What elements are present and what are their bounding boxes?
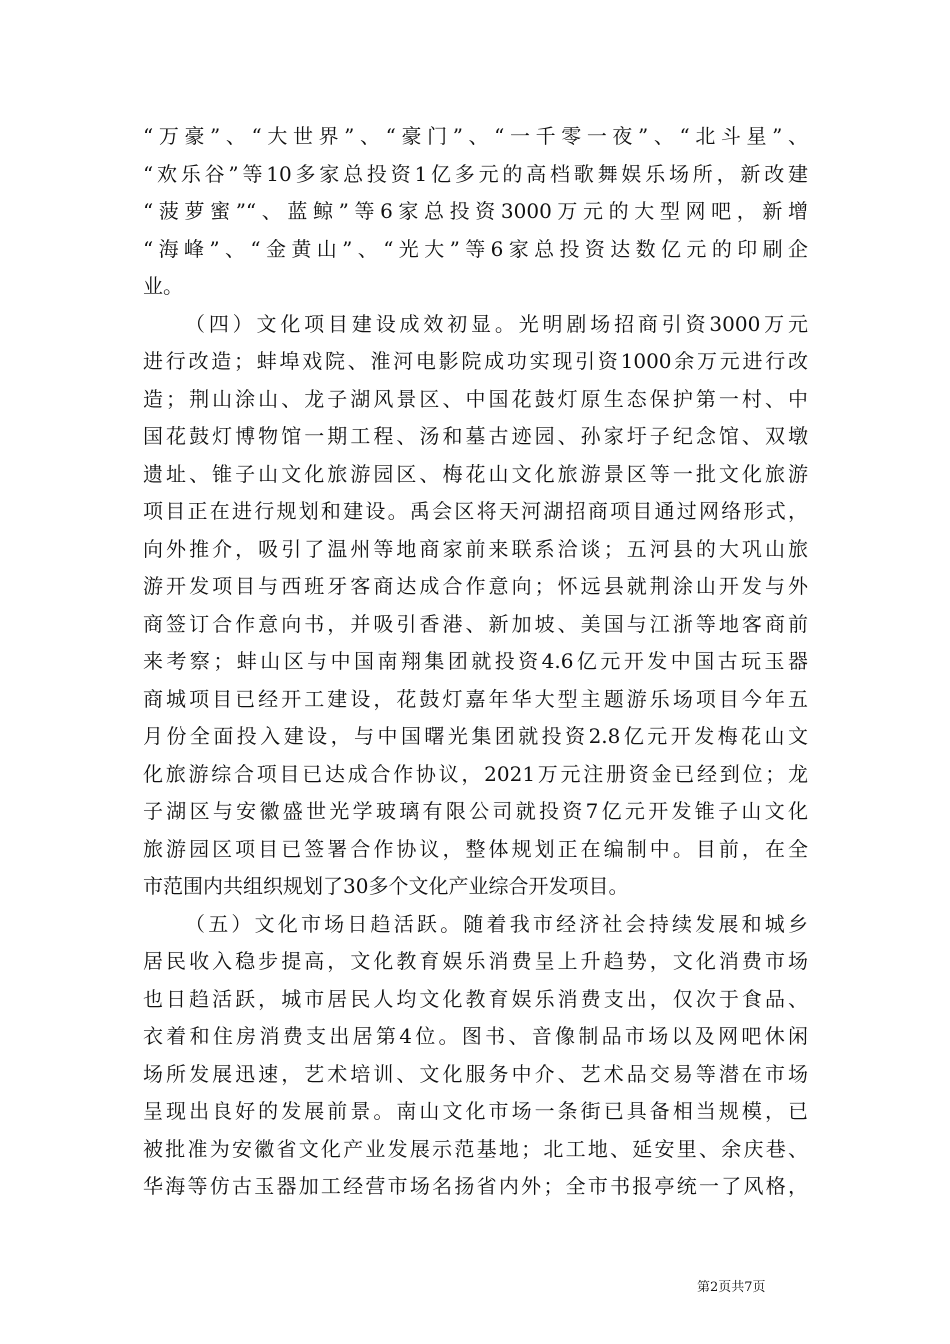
page-number: 第2页共7页 [697,1280,766,1295]
text-line: “菠萝蜜”“、蓝鲸”等6家总投资3000万元的大型网吧，新增 [143,199,808,223]
text-line: 场所发展迅速，艺术培训、文化服务中介、艺术品交易等潜在市场 [143,1061,808,1086]
text-line: 来考察；蚌山区与中国南翔集团就投资4.6亿元开发中国古玩玉器 [143,649,808,673]
text-line: 商签订合作意向书，并吸引香港、新加坡、美国与江浙等地客商前 [143,611,808,636]
document-body [143,118,808,1206]
text-line: “万豪”、“大世界”、“豪门”、“一千零一夜”、“北斗星”、 [143,124,808,148]
text-line: 造；荆山涂山、龙子湖风景区、中国花鼓灯原生态保护第一村、中 [143,386,808,411]
text-line: （四）文化项目建设成效初显。光明剧场招商引资3000万元 [185,311,808,336]
text-line: “欢乐谷”等10多家总投资1亿多元的高档歌舞娱乐场所，新改建 [143,161,808,186]
text-line: 子湖区与安徽盛世光学玻璃有限公司就投资7亿元开发锥子山文化 [143,799,808,823]
text-line: 商城项目已经开工建设，花鼓灯嘉年华大型主题游乐场项目今年五 [143,686,808,711]
text-line: 月份全面投入建设，与中国曙光集团就投资2.8亿元开发梅花山文 [143,724,808,748]
text-line: 华海等仿古玉器加工经营市场名扬省内外；全市书报亭统一了风格， [143,1174,808,1198]
text-line: 项目正在进行规划和建设。禹会区将天河湖招商项目通过网络形式， [143,499,808,523]
text-line: 呈现出良好的发展前景。南山文化市场一条街已具备相当规模，已 [143,1099,808,1123]
text-line: 国花鼓灯博物馆一期工程、汤和墓古迹园、孙家圩子纪念馆、双墩 [143,424,808,448]
text-line: 也日趋活跃，城市居民人均文化教育娱乐消费支出，仅次于食品、 [143,986,808,1011]
text-line: 游开发项目与西班牙客商达成合作意向；怀远县就荆涂山开发与外 [143,574,808,598]
text-line: 进行改造；蚌埠戏院、淮河电影院成功实现引资1000余万元进行改 [143,349,808,373]
text-line: 向外推介，吸引了温州等地商家前来联系洽谈；五河县的大巩山旅 [143,536,808,561]
text-line: 市范围内共组织规划了30多个文化产业综合开发项目。 [143,874,629,898]
text-line: 业。 [143,274,183,298]
text-line: “海峰”、“金黄山”、“光大”等6家总投资达数亿元的印刷企 [143,236,808,261]
text-line: 衣着和住房消费支出居第4位。图书、音像制品市场以及网吧休闲 [143,1024,808,1048]
text-line: 居民收入稳步提高，文化教育娱乐消费呈上升趋势，文化消费市场 [143,949,808,973]
text-line: 被批准为安徽省文化产业发展示范基地；北工地、延安里、余庆巷、 [143,1136,808,1161]
text-line: 旅游园区项目已签署合作协议，整体规划正在编制中。目前，在全 [143,836,808,861]
text-line: 遗址、锥子山文化旅游园区、梅花山文化旅游景区等一批文化旅游 [143,461,808,486]
text-line: 化旅游综合项目已达成合作协议，2021万元注册资金已经到位；龙 [143,761,808,786]
text-line: （五）文化市场日趋活跃。随着我市经济社会持续发展和城乡 [185,911,808,936]
